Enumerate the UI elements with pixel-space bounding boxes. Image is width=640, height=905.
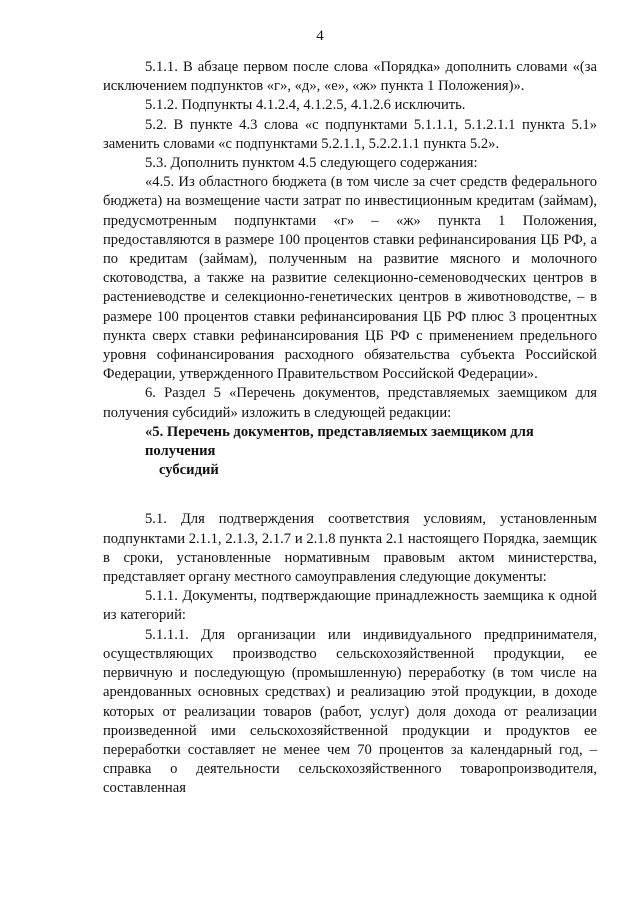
section-heading	[103, 423, 597, 481]
paragraph-5-3-amend: 5.3. Дополнить пунктом 4.5 следующего содержания:	[145, 155, 478, 172]
heading-spacer	[103, 480, 597, 510]
paragraph-5-1: 5.1. Для подтверждения соответствия условиям, установленным подпунктами 2.1.1, 2.1.3, 2.1.7 и 2.1.8 пункта 2.1 настоящего Порядка, заемщик в сроки, установленные нормативным правовым актом министерства, представляет органу местного самоуправления следующие документы:	[103, 511, 597, 586]
paragraph-5-1-1-1: 5.1.1.1. Для организации или индивидуального предпринимателя, осуществляющих производство сельскохозяйственной продукции, ее первичную и последующую (промышленную) переработку (в том числе на арендованных основных средствах) и реализацию этой продукции, в доходе которых от реализации товаров (работ, услуг) доля дохода от реализации произведенной ими сельскохозяйственной продукции и продуктов ее переработки составляет не менее чем 70 процентов за календарный год, – справка о деятельности сельскохозяйственного товаропроизводителя, составленная	[103, 626, 597, 797]
paragraph-5-1-1-amend: 5.1.1. В абзаце первом после слова «Порядка» дополнить словами «(за исключением подпунктов «г», «д», «е», «ж» пункта 1 Положения)».	[103, 59, 597, 95]
paragraph-5-1-1: 5.1.1. Документы, подтверждающие принадлежность заемщика к одной из категорий:	[103, 588, 597, 624]
paragraph-4-5-text: «4.5. Из областного бюджета (в том числе за счет средств федерального бюджета) на возмещение части затрат по инвестиционным кредитам (займам), предусмотренным подпунктами «г» – «ж» пункта 1 Положения, предоставляются в размере 100 процентов ставки рефинансирования ЦБ РФ, а по кредитам (займам), полученным на развитие мясного и молочного скотоводства, а также на развитие селекционно-семеноводческих центров в растениеводстве и селекционно-генетических центров в животноводстве, – в размере 100 процентов ставки рефинансирования ЦБ РФ плюс 3 процентных пункта сверх ставки рефинансирования ЦБ РФ с применением предельного уровня софинансирования расходного обязательства субъекта Российской Федерации, утвержденного Правительством Российской Федерации».	[103, 174, 597, 383]
section-heading-line2: субсидий	[159, 462, 219, 479]
paragraph-5-2-amend: 5.2. В пункте 4.3 слова «с подпунктами 5.1.1.1, 5.1.2.1.1 пункта 5.1» заменить словами «с подпунктами 5.2.1.1, 5.2.2.1.1 пункта 5.2».	[103, 116, 597, 152]
paragraph-6-amend: 6. Раздел 5 «Перечень документов, представляемых заемщиком для получения субсидий» изложить в следующей редакции:	[103, 385, 597, 421]
paragraph-5-1-2-amend: 5.1.2. Подпункты 4.1.2.4, 4.1.2.5, 4.1.2.6 исключить.	[145, 97, 466, 114]
document-body	[103, 58, 597, 799]
page-number: 4	[316, 28, 324, 44]
section-heading-line1: «5. Перечень документов, представляемых заемщиком для получения	[145, 423, 534, 460]
